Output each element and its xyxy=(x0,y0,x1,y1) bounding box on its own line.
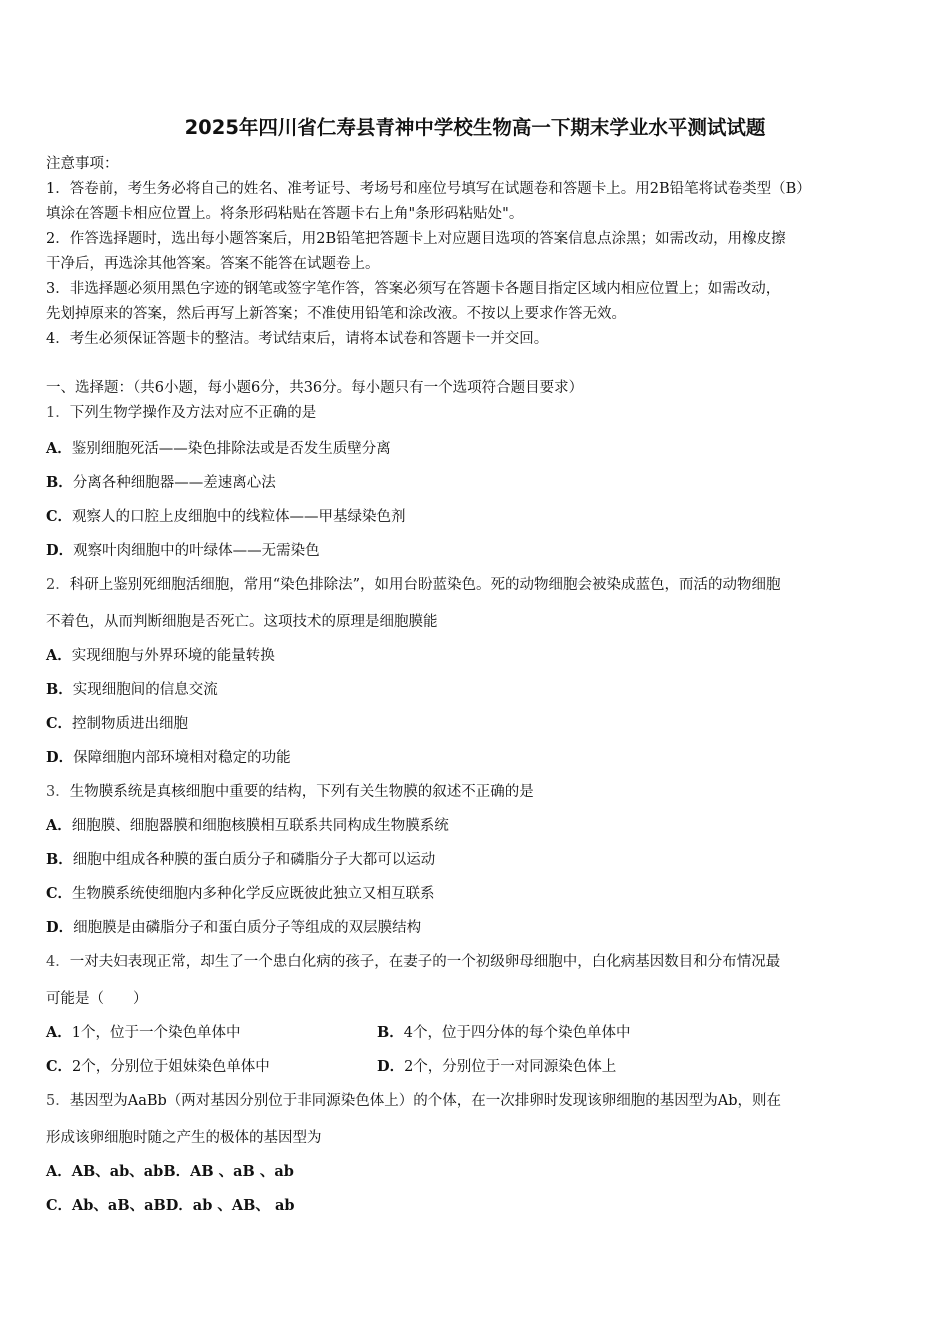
q1-option-d[interactable]: D．观察叶肉细胞中的叶绿体——无需染色 xyxy=(46,542,320,559)
q2-option-a[interactable]: A．实现细胞与外界环境的能量转换 xyxy=(46,647,275,664)
q5-options-row-1[interactable]: A．AB、ab、abB．AB 、aB 、ab xyxy=(46,1163,294,1180)
q2-option-d[interactable]: D．保障细胞内部环境相对稳定的功能 xyxy=(46,749,291,766)
question-number: 5． xyxy=(46,1093,70,1109)
question-stem-continued: 形成该卵细胞时随之产生的极体的基因型为 xyxy=(46,1130,322,1146)
notice-line: 2．作答选择题时，选出每小题答案后，用2B铅笔把答题卡上对应题目选项的答案信息点涂黑；如需改动，用橡皮擦 xyxy=(46,231,786,247)
notice-line: 填涂在答题卡相应位置上。将条形码粘贴在答题卡右上角"条形码粘贴处"。 xyxy=(46,206,524,222)
question-1 xyxy=(46,401,316,422)
notice-heading: 注意事项： xyxy=(46,156,119,172)
question-stem-continued: 可能是（ ） xyxy=(46,991,148,1007)
section-heading: 一、选择题：（共6小题，每小题6分，共36分。每小题只有一个选项符合题目要求） xyxy=(46,380,584,396)
q2-option-b[interactable]: B．实现细胞间的信息交流 xyxy=(46,681,218,698)
question-stem-continued: 不着色，从而判断细胞是否死亡。这项技术的原理是细胞膜能 xyxy=(46,614,438,630)
notice-line: 3．非选择题必须用黑色字迹的钢笔或签字笔作答，答案必须写在答题卡各题目指定区域内相应位置上；如需改动， xyxy=(46,281,781,297)
question-number: 4． xyxy=(46,954,70,970)
q2-option-c[interactable]: C．控制物质进出细胞 xyxy=(46,715,189,732)
q4-option-c[interactable]: C．2个，分别位于姐妹染色单体中 xyxy=(46,1058,270,1075)
q3-option-a[interactable]: A．细胞膜、细胞器膜和细胞核膜相互联系共同构成生物膜系统 xyxy=(46,817,449,834)
q4-option-b[interactable]: B．4个，位于四分体的每个染色单体中 xyxy=(377,1024,631,1041)
question-number: 1． xyxy=(46,405,70,421)
q4-option-a[interactable]: A．1个，位于一个染色单体中 xyxy=(46,1024,241,1041)
question-3 xyxy=(46,780,534,801)
notice-line: 先划掉原来的答案，然后再写上新答案；不准使用铅笔和涂改液。不按以上要求作答无效。 xyxy=(46,306,626,322)
question-number: 2． xyxy=(46,577,70,593)
notice-line: 1．答卷前，考生务必将自己的姓名、准考证号、考场号和座位号填写在试题卷和答题卡上。用2B铅笔将试卷类型（B） xyxy=(46,181,811,197)
question-2 xyxy=(46,573,781,594)
q3-option-d[interactable]: D．细胞膜是由磷脂分子和蛋白质分子等组成的双层膜结构 xyxy=(46,919,422,936)
q3-option-b[interactable]: B．细胞中组成各种膜的蛋白质分子和磷脂分子大都可以运动 xyxy=(46,851,436,868)
notice-line: 干净后，再选涂其他答案。答案不能答在试题卷上。 xyxy=(46,256,380,272)
q3-option-c[interactable]: C．生物膜系统使细胞内多种化学反应既彼此独立又相互联系 xyxy=(46,885,435,902)
notice-line: 4．考生必须保证答题卡的整洁。考试结束后，请将本试卷和答题卡一并交回。 xyxy=(46,331,549,347)
question-4 xyxy=(46,950,780,971)
question-stem: 科研上鉴别死细胞活细胞，常用“染色排除法”，如用台盼蓝染色。死的动物细胞会被染成蓝色，而活的动物细胞 xyxy=(69,577,781,593)
question-stem: 基因型为AaBb（两对基因分别位于非同源染色体上）的个体，在一次排卵时发现该卵细胞的基因型为Ab，则在 xyxy=(69,1093,782,1109)
q5-options-row-2[interactable]: C．Ab、aB、aBD．ab 、AB、 ab xyxy=(46,1197,295,1214)
question-stem: 下列生物学操作及方法对应不正确的是 xyxy=(69,405,317,421)
q1-option-b[interactable]: B．分离各种细胞器——差速离心法 xyxy=(46,474,276,491)
page-title: 2025年四川省仁寿县青神中学校生物高一下期末学业水平测试试题 xyxy=(184,116,766,139)
q1-option-c[interactable]: C．观察人的口腔上皮细胞中的线粒体——甲基绿染色剂 xyxy=(46,508,406,525)
question-5 xyxy=(46,1089,781,1110)
question-number: 3． xyxy=(46,784,70,800)
question-stem: 生物膜系统是真核细胞中重要的结构，下列有关生物膜的叙述不正确的是 xyxy=(69,784,534,800)
q1-option-a[interactable]: A．鉴别细胞死活——染色排除法或是否发生质壁分离 xyxy=(46,440,391,457)
question-stem: 一对夫妇表现正常，却生了一个患白化病的孩子，在妻子的一个初级卵母细胞中，白化病基因数目和分布情况最 xyxy=(69,954,781,970)
q4-option-d[interactable]: D．2个，分别位于一对同源染色体上 xyxy=(377,1058,617,1075)
